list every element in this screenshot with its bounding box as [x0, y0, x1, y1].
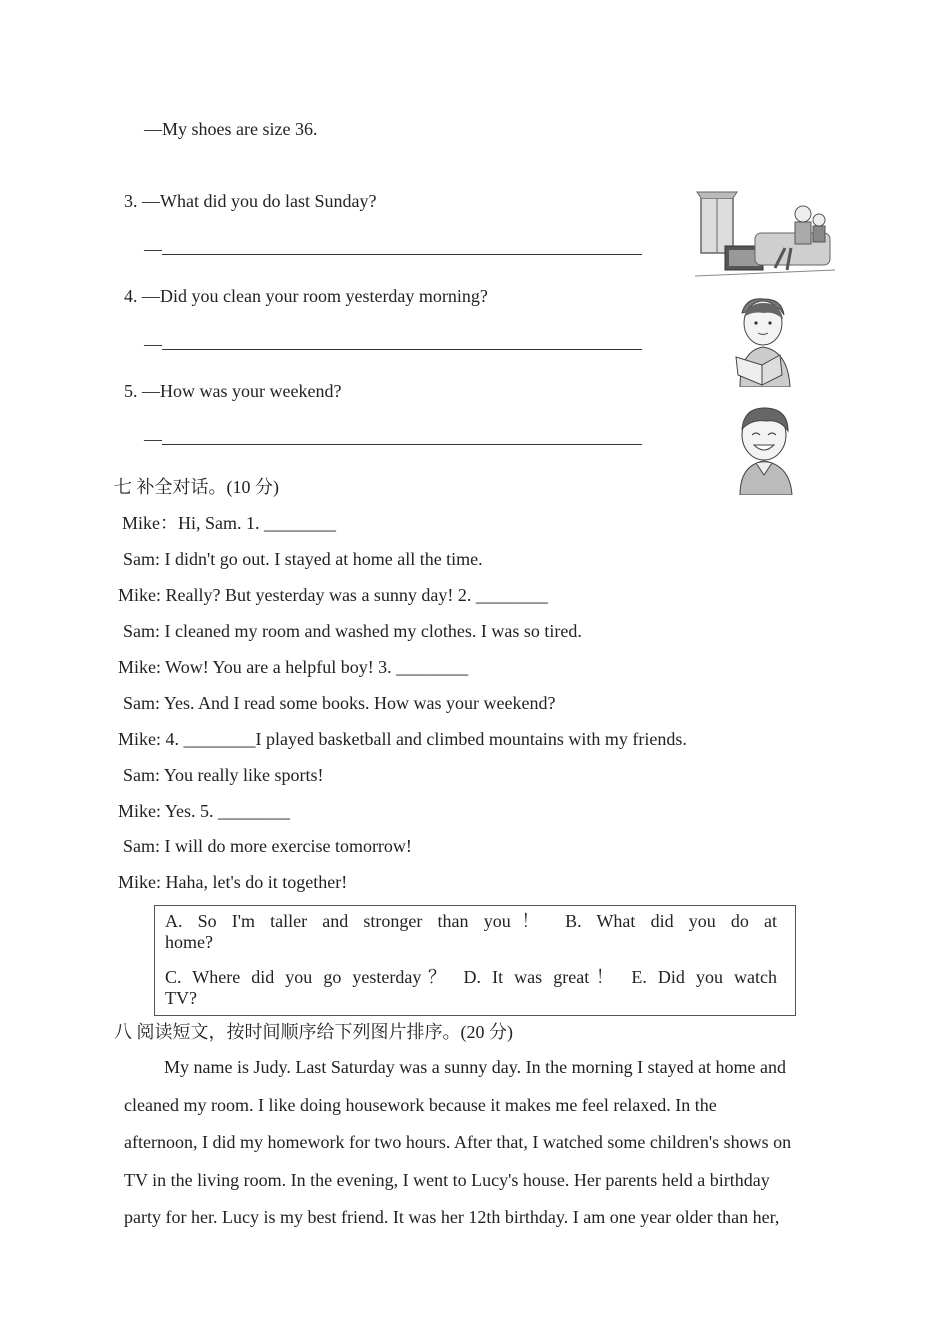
answer-line-2: —My shoes are size 36. — [144, 119, 318, 139]
option-line: TV? — [165, 988, 197, 1008]
answer-dash: — — [144, 429, 162, 449]
section-7-heading: 七 补全对话。(10 分) — [114, 477, 279, 497]
section-8-heading: 八 阅读短文，按时间顺序给下列图片排序。(20 分) — [114, 1022, 513, 1042]
dialogue-line: Mike: 4. ________I played basketball and climbed mountains with my friends. — [118, 729, 687, 749]
dialogue-line: Sam: I cleaned my room and washed my clothes. I was so tired. — [123, 621, 582, 641]
answer-row-4 — [144, 333, 642, 355]
answer-dash: — — [144, 239, 162, 259]
passage-line: cleaned my room. I like doing housework because it makes me feel relaxed. In the — [124, 1094, 717, 1115]
question-4: 4. —Did you clean your room yesterday morning? — [124, 286, 488, 306]
reading-passage — [124, 1049, 844, 1237]
dialogue-line: Mike: Really? But yesterday was a sunny day! 2. ________ — [118, 585, 548, 605]
answer-row-3 — [144, 238, 642, 260]
dialogue-line: Sam: Yes. And I read some books. How was your weekend? — [123, 693, 556, 713]
living-room-tv-illustration — [695, 188, 835, 280]
answer-dash: — — [144, 334, 162, 354]
answer-blank-3[interactable] — [162, 254, 642, 255]
answer-blank-4[interactable] — [162, 349, 642, 350]
dialogue-line: Mike: Yes. 5. ________ — [118, 801, 291, 821]
passage-line: party for her. Lucy is my best friend. It was her 12th birthday. I am one year older than her, — [124, 1207, 780, 1227]
options-box — [154, 905, 796, 1016]
dialogue-line: Sam: I didn't go out. I stayed at home all the time. — [123, 549, 483, 569]
dialogue-line: Mike: Haha, let's do it together! — [118, 872, 348, 892]
passage-line: TV in the living room. In the evening, I went to Lucy's house. Her parents held a birthday — [124, 1169, 770, 1190]
dialogue-line: Mike: Wow! You are a helpful boy! 3. ________ — [118, 657, 469, 677]
passage-line: afternoon, I did my homework for two hours. After that, I watched some children's shows on — [124, 1132, 792, 1152]
boy-reading-illustration — [728, 295, 798, 387]
answer-row-5 — [144, 428, 642, 450]
dialogue-line: Sam: I will do more exercise tomorrow! — [123, 836, 412, 856]
question-3: 3. —What did you do last Sunday? — [124, 191, 377, 211]
passage-line: My name is Judy. Last Saturday was a sunny day. In the morning I stayed at home and — [164, 1057, 787, 1077]
option-line: C. Where did you go yesterday？ D. It was great！ E. Did you watch — [165, 967, 777, 987]
option-line: A. So I'm taller and stronger than you！ B. What did you do at — [165, 911, 777, 931]
dialogue-line: Mike：Hi, Sam. 1. ________ — [122, 513, 336, 533]
dialogue-line: Sam: You really like sports! — [123, 765, 324, 785]
answer-blank-5[interactable] — [162, 444, 642, 445]
option-line: home? — [165, 932, 213, 952]
smiling-boy-illustration — [732, 403, 798, 495]
question-5: 5. —How was your weekend? — [124, 381, 342, 401]
